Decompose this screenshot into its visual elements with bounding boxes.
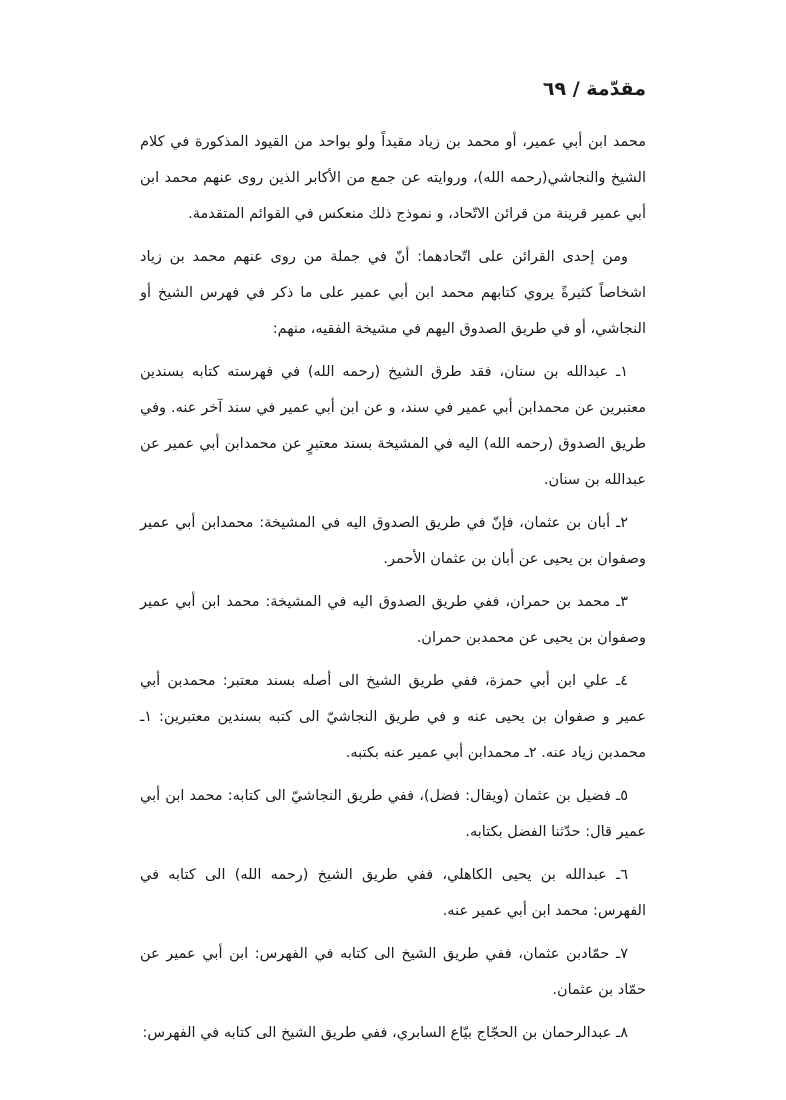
text-body [140,124,646,1058]
list-item: ٦ـ عبدالله بن يحيى الكاهلي، ففي طريق الشيخ (رحمه الله) الى كتابه في الفهرس: محمد ابن أبي عمير عنه. [140,867,646,919]
list-item: ٤ـ علي ابن أبي حمزة، ففي طريق الشيخ الى أصله بسند معتبر: محمدبن أبي عمير و صفوان بن يحيى عنه و في طريق النجاشيّ الى كتبه بسندين معتبرين: ١ـ محمدبن زياد عنه. ٢ـ محمدابن أبي عمير عنه بكتبه. [140,673,646,761]
list-item: ٢ـ أبان بن عثمان، فإنّ في طريق الصدوق اليه في المشيخة: محمدابن أبي عمير وصفوان بن يحيى عن أبان بن عثمان الأحمر. [140,515,646,567]
list-item: ٨ـ عبدالرحمان بن الحجّاج بيّاع السابري، ففي طريق الشيخ الى كتابه في الفهرس: [142,1025,628,1041]
list-item: ١ـ عبدالله بن سنان، فقد طرق الشيخ (رحمه الله) في فهرسته كتابه بسندين معتبرين عن محمدابن أبي عمير في سند، و عن ابن أبي عمير في سند آخر عنه. وفي طريق الصدوق (رحمه الله) اليه في المشيخة بسند معتبرٍ عن محمدابن أبي عمير عن عبدالله بن سنان. [140,364,646,488]
paragraph: ومن إحدى القرائن على اتّحادهما: أنّ في جملة من روى عنهم محمد بن زياد اشخاصاً كثيرةً يروي كتابهم محمد ابن أبي عمير على ما ذكر في فهرس الشيخ أو النجاشي، أو في طريق الصدوق اليهم في مشيخة الفقيه، منهم: [140,249,646,337]
page-header: مقدّمة / ٦٩ [542,78,646,100]
list-item: ٣ـ محمد بن حمران، ففي طريق الصدوق اليه في المشيخة: محمد ابن أبي عمير وصفوان بن يحيى عن محمدبن حمران. [140,594,646,646]
paragraph: محمد ابن أبي عمير، أو محمد بن زياد مقيداً ولو بواحد من القيود المذكورة في كلام الشيخ والنجاشي(رحمه الله)، وروايته عن جمع من الأكابر الذين روى عنهم محمد ابن أبي عمير قرينة من قرائن الاتّحاد، و نموذج ذلك منعكس في القوائم المتقدمة. [140,134,646,222]
list-item: ٧ـ حمّادبن عثمان، ففي طريق الشيخ الى كتابه في الفهرس: ابن أبي عمير عن حمّاد بن عثمان. [140,946,646,998]
list-item: ٥ـ فضيل بن عثمان (ويقال: فضل)، ففي طريق النجاشيّ الى كتابه: محمد ابن أبي عمير قال: حدّثنا الفضل بكتابه. [140,788,646,840]
